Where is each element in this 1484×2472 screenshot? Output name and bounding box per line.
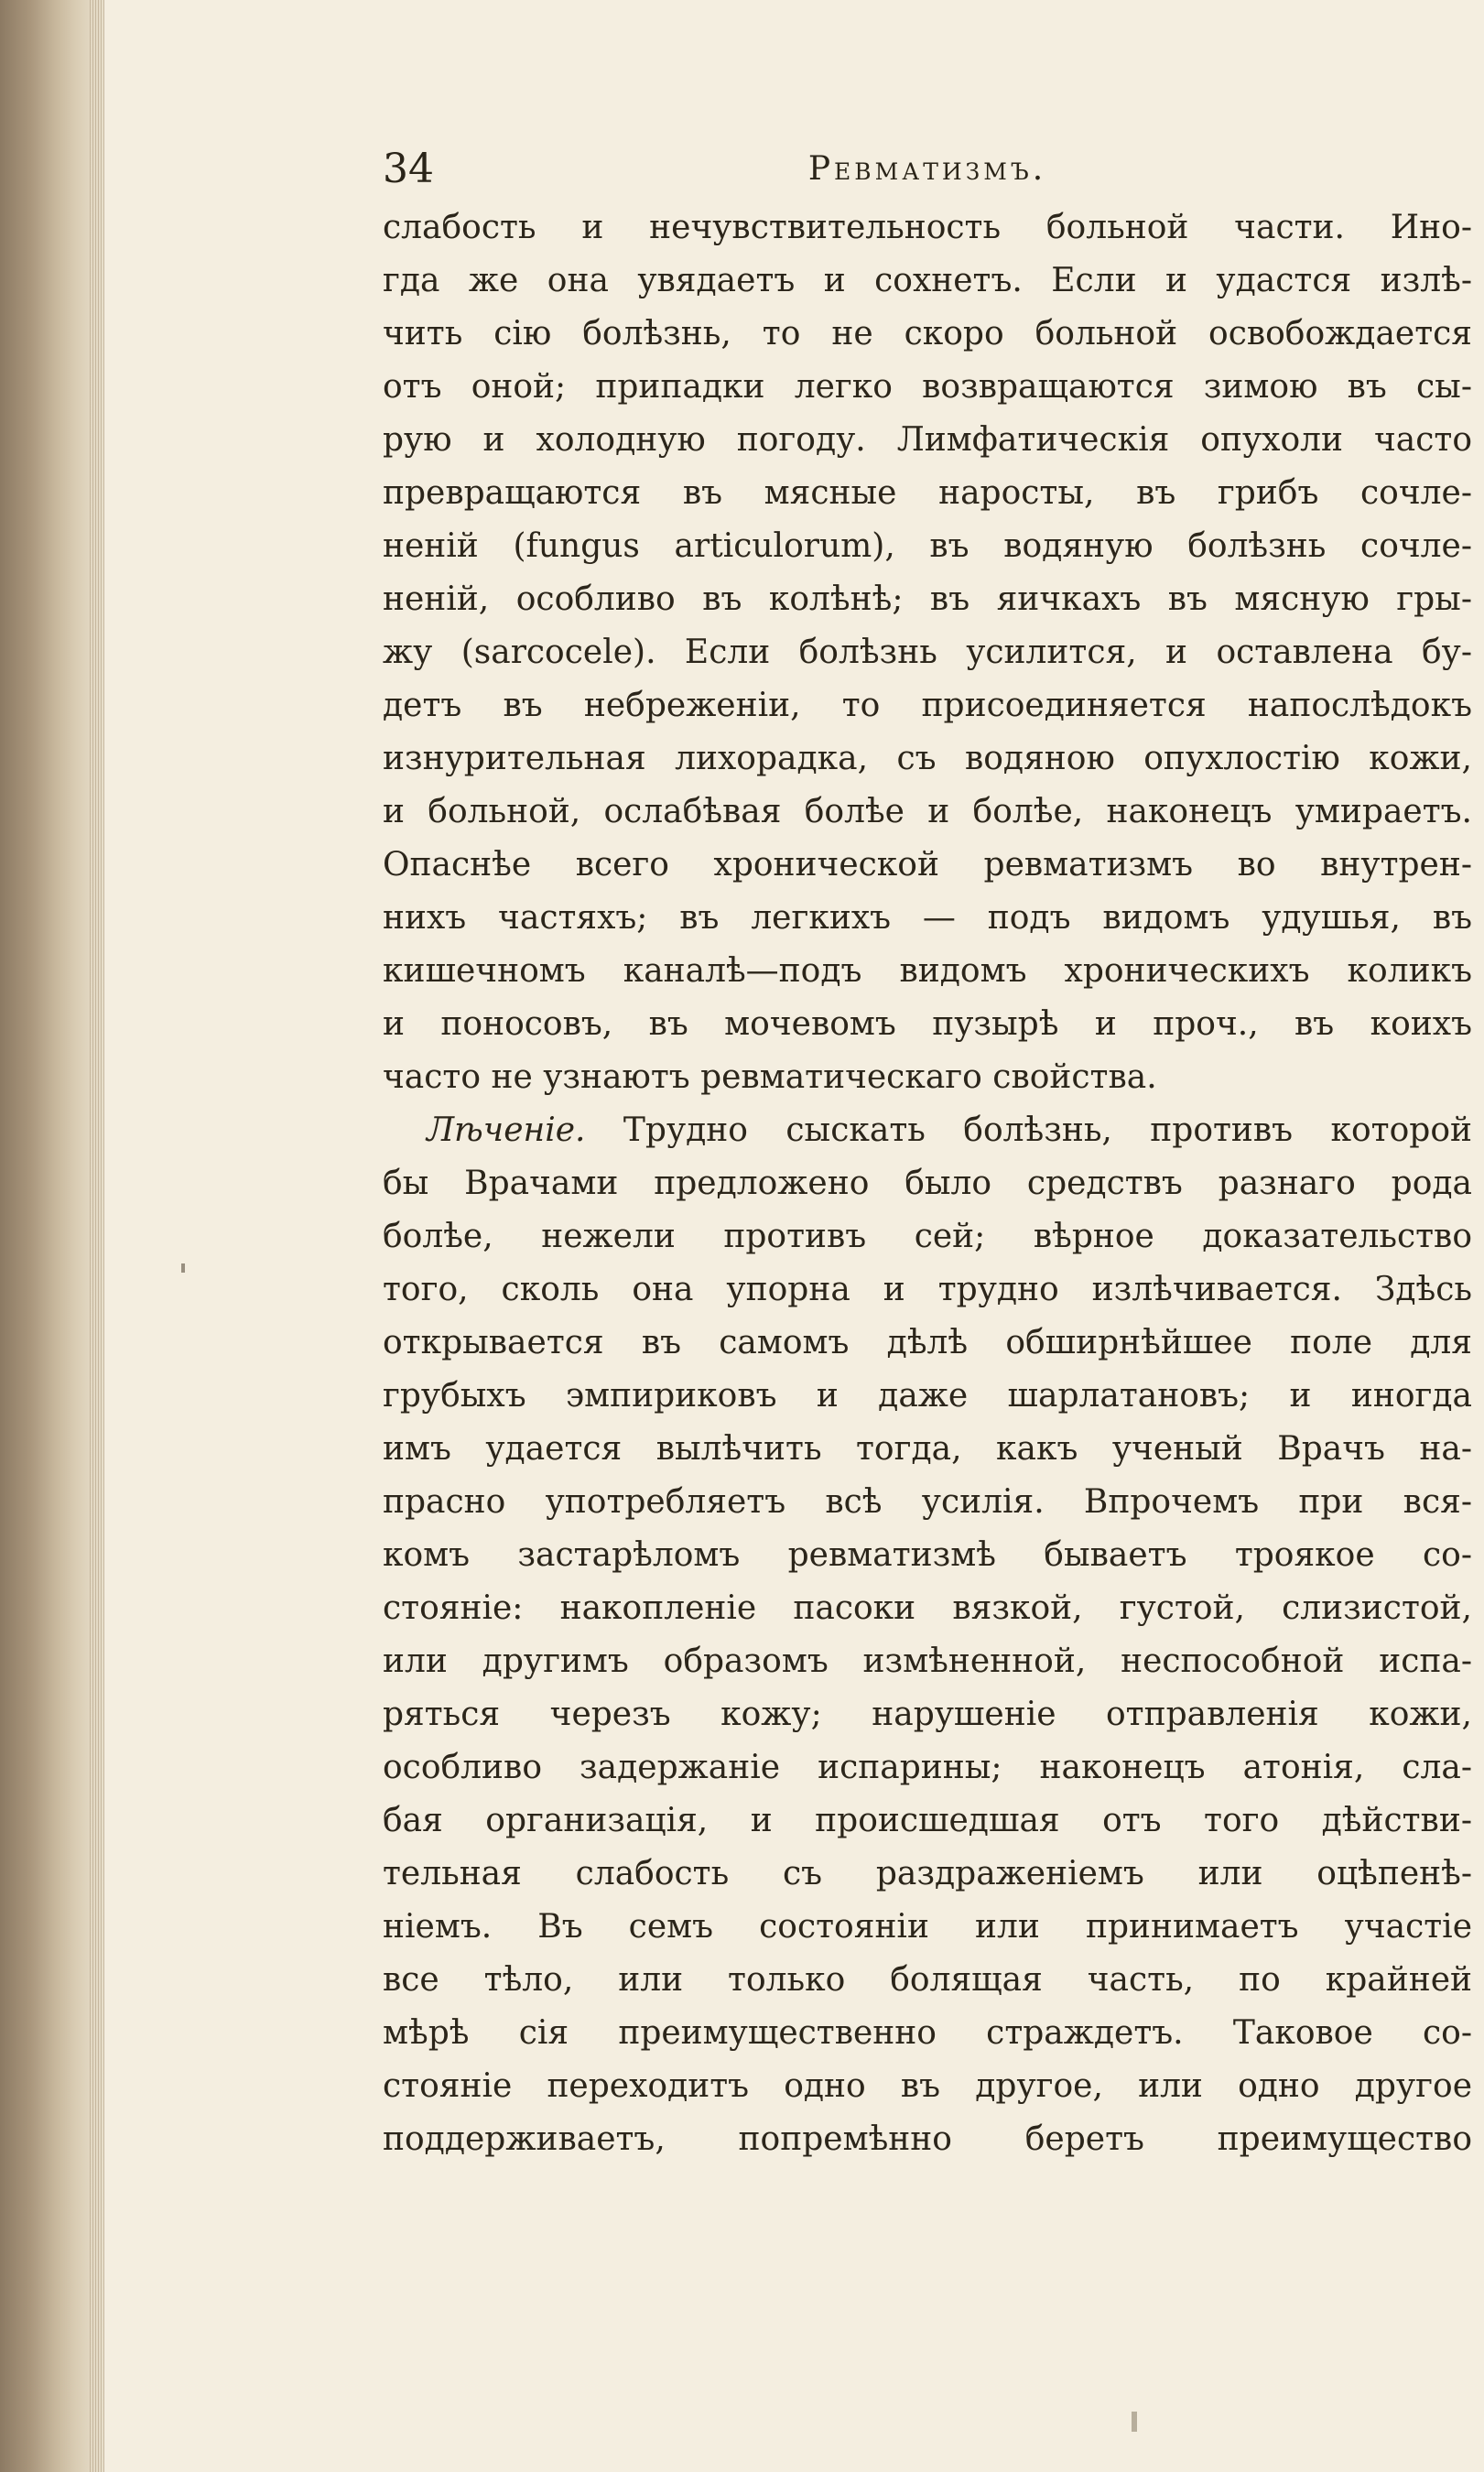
paragraph-1: [383, 201, 1472, 1104]
text-line: Опаснѣе всего хронической ревматизмъ во внутрен-: [383, 846, 1472, 884]
text-line: ряться черезъ кожу; нарушеніе отправленія кожи,: [383, 1696, 1472, 1733]
text-line: кишечномъ каналѣ—подъ видомъ хроническихъ коликъ: [383, 952, 1472, 990]
text-line: часто не узнаютъ ревматическаго свойства.: [383, 1058, 1157, 1096]
text-line: поддерживаетъ, попремѣнно беретъ преимущество: [383, 2120, 1472, 2158]
text-line: стояніе переходитъ одно въ другое, или одно другое: [383, 2067, 1472, 2105]
text-line: отъ оной; припадки легко возвращаются зимою въ сы-: [383, 368, 1472, 406]
text-line: и больной, ослабѣвая болѣе и болѣе, наконецъ умираетъ.: [383, 793, 1472, 830]
text-line: или другимъ образомъ измѣненной, неспособной испа-: [383, 1643, 1472, 1680]
text-line: бая организація, и происшедшая отъ того дѣйстви-: [383, 1802, 1472, 1839]
text-line: все тѣло, или только болящая часть, по крайней: [383, 1961, 1472, 1999]
text-line: стояніе: накопленіе пасоки вязкой, густой, слизистой,: [383, 1589, 1472, 1627]
text-line: превращаются въ мясные наросты, въ грибъ сочле-: [383, 474, 1472, 512]
book-spine-shadow: [0, 0, 101, 2472]
text-line: грубыхъ эмпириковъ и даже шарлатановъ; и иногда: [383, 1377, 1472, 1415]
text-line: [383, 1104, 1472, 1157]
page-edges: [90, 0, 104, 2472]
text-line: того, сколь она упорна и трудно излѣчивается. Здѣсь: [383, 1271, 1472, 1308]
text-line: и поносовъ, въ мочевомъ пузырѣ и проч., въ коихъ: [383, 1005, 1472, 1043]
text-line: рую и холодную погоду. Лимфатическія опухоли часто: [383, 421, 1472, 459]
paragraph-2: [383, 1104, 1472, 2166]
text-line: жу (sarcocele). Если болѣзнь усилится, и оставлена бу-: [383, 634, 1472, 671]
text-line: болѣе, нежели противъ сей; вѣрное доказательство: [383, 1218, 1472, 1255]
section-lead: Лѣченіе.: [427, 1111, 586, 1149]
text-line: особливо задержаніе испарины; наконецъ атонія, сла-: [383, 1749, 1472, 1786]
text-line: нихъ частяхъ; въ легкихъ — подъ видомъ удушья, въ: [383, 899, 1472, 937]
ink-speck: [181, 1263, 185, 1273]
text-line: бы Врачами предложено было средствъ разнаго рода: [383, 1165, 1472, 1202]
text-line: имъ удается вылѣчить тогда, какъ ученый Врачъ на-: [383, 1430, 1472, 1468]
text-line: тельная слабость съ раздраженіемъ или оцѣпенѣ-: [383, 1855, 1472, 1892]
page-header: [383, 142, 1472, 197]
text-line: комъ застарѣломъ ревматизмѣ бываетъ троякое со-: [383, 1536, 1472, 1574]
ink-speck: [1132, 2412, 1137, 2432]
text-line-rest: Трудно сыскать болѣзнь, противъ которой: [623, 1111, 1472, 1149]
running-head: Ревматизмъ.: [807, 150, 1047, 188]
text-line: детъ въ небреженіи, то присоединяется напослѣдокъ: [383, 687, 1472, 724]
body-text: [383, 201, 1472, 2166]
text-line: гда же она увядаетъ и сохнетъ. Если и удастся излѣ-: [383, 262, 1472, 299]
text-line: неній (fungus articulorum), въ водяную болѣзнь сочле-: [383, 527, 1472, 565]
text-line: неній, особливо въ колѣнѣ; въ яичкахъ въ мясную гры-: [383, 580, 1472, 618]
text-line: чить сію болѣзнь, то не скоро больной освобождается: [383, 315, 1472, 352]
text-line: открывается въ самомъ дѣлѣ обширнѣйшее поле для: [383, 1324, 1472, 1361]
page-number: 34: [383, 146, 434, 192]
text-line: мѣрѣ сія преимущественно страждетъ. Таковое со-: [383, 2014, 1472, 2052]
text-line: ніемъ. Въ семъ состояніи или принимаетъ участіе: [383, 1908, 1472, 1946]
text-line: изнурительная лихорадка, съ водяною опухлостію кожи,: [383, 740, 1472, 777]
text-line: слабость и нечувствительность больной части. Ино-: [383, 209, 1472, 246]
text-line: прасно употребляетъ всѣ усилія. Впрочемъ при вся-: [383, 1483, 1472, 1521]
